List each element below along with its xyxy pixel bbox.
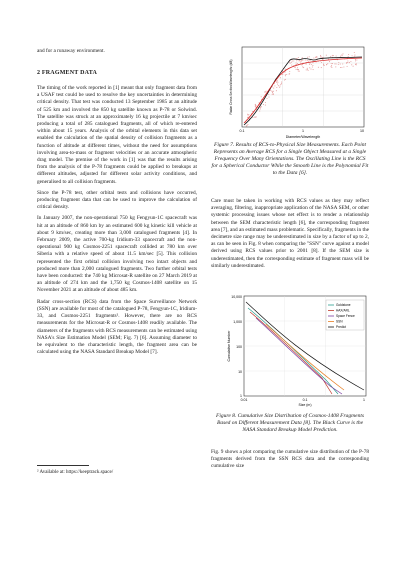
y-tick-label: 1 (240, 394, 242, 398)
data-point (285, 74, 286, 75)
data-point (272, 94, 273, 95)
data-point (266, 98, 267, 99)
data-point (318, 67, 319, 68)
data-point (292, 61, 293, 62)
y-tick-label: 1,000 (233, 320, 242, 324)
data-point (285, 71, 286, 72)
cumulative-size-chart (226, 290, 368, 408)
data-point (336, 55, 337, 56)
legend-entry: HAX/ARL (336, 308, 350, 313)
paragraph: In January 2007, the non-operational 750 kg Fengyun-1C spacecraft was hit at an altitude of 860 km by an estimated 600 kg kinetic kill vehicle at about 9 km/sec, creating more than 3,000 catalogued fragments [4]. In February 2009, the active 700-kg Iridium-33 spacecraft and the non-operational 900 kg Cosmos-2251 spacecraft collided at 780 km over Siberia with a relative speed of about 11.5 km/sec [5]. This collision represented the first orbital collision involving two intact objects and produced more than 2,000 catalogued fragments. Two further orbital tests have been conducted: the 740 kg Microsat-R satellite on 27 March 2019 at an altitude of 274 km and the 1,750 kg Cosmos-1408 satellite on 15 November 2021 at an altitude of about 485 km. (37, 215, 197, 294)
data-point (313, 69, 314, 70)
data-point (309, 64, 310, 65)
data-point (265, 105, 266, 106)
data-point (280, 85, 281, 86)
legend-entry: Predict (336, 325, 346, 330)
data-point (286, 74, 287, 75)
data-point (297, 63, 298, 64)
data-point (259, 111, 260, 112)
data-point (248, 115, 249, 116)
data-point (306, 64, 307, 65)
data-point (255, 106, 256, 107)
data-point (327, 63, 328, 64)
data-point (276, 87, 277, 88)
data-point (260, 106, 261, 107)
data-point (355, 59, 356, 60)
data-point (271, 90, 272, 91)
data-point (273, 91, 274, 92)
data-point (307, 60, 308, 61)
data-point (299, 71, 300, 72)
data-point (326, 55, 327, 56)
data-point (338, 62, 339, 63)
data-point (248, 114, 249, 115)
data-point (322, 59, 323, 60)
data-point (303, 67, 304, 68)
x-tick-label: 1 (363, 398, 365, 402)
data-point (263, 104, 264, 105)
y-axis-label: Cumulative Number (227, 330, 231, 362)
data-point (336, 63, 337, 64)
data-point (347, 66, 348, 67)
legend-entry: Space Fence (336, 314, 355, 319)
data-point (310, 69, 311, 70)
data-point (340, 56, 341, 57)
data-point (281, 74, 282, 75)
x-axis-label: Diameter/Wavelength (285, 135, 321, 139)
data-point (298, 57, 299, 58)
y-axis-label: Radar Cross Section/Wavelength² (dB) (229, 59, 233, 115)
data-point (256, 116, 257, 117)
data-point (285, 79, 286, 80)
data-point (321, 57, 322, 58)
data-point (356, 63, 357, 64)
data-point (277, 82, 278, 83)
data-point (276, 82, 277, 83)
data-point (306, 69, 307, 70)
x-tick-label: 0.01 (240, 398, 248, 402)
legend-entry: Goldstone (336, 303, 351, 308)
data-point (311, 64, 312, 65)
paragraph: The timing of the work reported in [1] meant that only fragment data from a USAF test could be used to resolve the key uncertainties in determining critical density. That test was conducted 13 September 1985 at an altitude of 525 km and involved the 850 kg satellite known as P-78 or Solwind. The satellite was struck at an approximately 16 kg projectile at 7 km/sec producing a total of 285 catalogued fragments, all of which re-entered within about 15 years. Analysis of the orbital elements in this data set enabled the calculation of the spatial density of collision fragments as a function of altitude at different times, without the need for assumptions involving area-to-mass or fragment velocities or an accurate atmospheric drag model. The premise of the work in [1] was that the results arising from the analysis of the P-78 fragments could be applied to breakups at different altitudes, adjusted for different solar activity conditions, and generalised to all collision fragments. (37, 85, 197, 185)
figure-8-caption: Figure 8. Cumulative Size Distribution of Cosmos-1408 Fragments Based on Different Measurement Data [8]. The Black Curve is the NASA Standard Breakup Model Prediction. (216, 413, 364, 433)
data-point (296, 60, 297, 61)
data-point (354, 52, 355, 53)
data-point (276, 90, 277, 91)
y-tick-label: 100 (236, 345, 242, 349)
data-point (308, 70, 309, 71)
data-point (332, 55, 333, 56)
data-point (347, 60, 348, 61)
x-axis-label: Size (m) (298, 403, 312, 407)
data-point (348, 54, 349, 55)
data-point (260, 108, 261, 109)
data-point (309, 56, 310, 57)
data-point (247, 117, 248, 118)
legend (326, 300, 364, 330)
paragraph: Fig. 9 shows a plot comparing the cumulative size distribution of the P-78 fragments derived from the SSN RCS data and the corresponding cumulative size (211, 449, 369, 470)
data-point (315, 57, 316, 58)
data-point (252, 111, 253, 112)
data-point (313, 58, 314, 59)
data-point (330, 56, 331, 57)
data-point (342, 53, 343, 54)
section-heading: 2 FRAGMENT DATA (37, 70, 97, 76)
data-point (321, 67, 322, 68)
data-point (349, 62, 350, 63)
figure-8 (226, 290, 368, 408)
data-point (356, 64, 357, 65)
data-point (354, 55, 355, 56)
x-tick-label: 10 (360, 129, 364, 133)
data-point (309, 63, 310, 64)
data-point (285, 69, 286, 70)
data-point (294, 67, 295, 68)
data-point (266, 91, 267, 92)
footnote: ² Available at: https://keeptrack.space/ (37, 470, 114, 475)
data-point (300, 61, 301, 62)
right-column-text-1 (211, 198, 369, 270)
data-point (268, 94, 269, 95)
paragraph: Since the P-78 test, other orbital tests and collisions have occurred, producing fragment data that can be used to improve the calculation of critical density. (37, 189, 197, 211)
data-point (298, 69, 299, 70)
data-point (331, 63, 332, 64)
data-point (247, 124, 248, 125)
x-tick-label: 0.1 (302, 398, 308, 402)
data-point (335, 66, 336, 67)
data-point (312, 62, 313, 63)
data-point (254, 117, 255, 118)
data-point (290, 63, 291, 64)
data-point (308, 61, 309, 62)
data-point (291, 65, 292, 66)
y-tick-label: 10,000 (231, 295, 242, 299)
data-point (293, 60, 294, 61)
data-point (281, 83, 282, 84)
data-point (265, 91, 266, 92)
figure-7-caption: Figure 7. Results of RCS-to-Physical Size Measurements. Each Point Represents an Average RCS for a Single Object Measured at a Single Frequency Over Many Orientations. The Oscillating Line is the RCS for a Spherical Conductor While the Smooth Line is the Polynomial Fit to the Data [6]. (211, 142, 369, 176)
data-point (279, 87, 280, 88)
paragraph: Radar cross-section (RCS) data from the Space Surveillance Network (SSN) are available for most of the catalogued P-78, Fengyun-1C, Iridium-33, and Cosmos-2251 fragments². However, there are no RCS measurements for the Microsat-R or Cosmos-1408 readily available. The diameters of the fragments with RCS measurements can be estimated using NASA's Size Estimation Model (SEM; Fig. 7) [6]. Assuming diameter to be equivalent to the characteristic length, the fragment area can be calculated using the NASA Standard Breakup Model [7]. (37, 298, 197, 356)
data-point (247, 114, 248, 115)
data-point (350, 61, 351, 62)
legend-entry: SSN (336, 319, 343, 324)
data-point (329, 61, 330, 62)
data-point (320, 55, 321, 56)
x-tick-label: 1 (302, 129, 304, 133)
data-point (340, 64, 341, 65)
data-point (300, 62, 301, 63)
data-point (289, 74, 290, 75)
data-point (333, 55, 334, 56)
data-point (309, 60, 310, 61)
data-point (277, 80, 278, 81)
top-text: and for a runaway environment. (37, 48, 105, 54)
data-point (346, 62, 347, 63)
data-point (297, 69, 298, 70)
figure-7 (228, 43, 368, 140)
data-point (302, 60, 303, 61)
data-point (307, 57, 308, 58)
data-point (296, 62, 297, 63)
left-column (37, 85, 197, 356)
data-point (356, 59, 357, 60)
paragraph: Care must be taken in working with RCS values as they may reflect averaging, filtering, inappropriate application of the NASA SEM, or other systemic processing issues whose net effect is to render a relationship between the SEM characteristic length [6], the corresponding fragment area [7], and an estimated mass problematic. Specifically, fragments in the decimetre size range may be underestimated in size by a factor of up to 2, as can be seen in Fig. 8 when comparing the "SSN" curve against a model derived using RCS values prior to 2001 [8]. If the SEM size is underestimated, then the corresponding estimate of fragment mass will be similarly underestimated. (211, 198, 369, 269)
data-point (297, 67, 298, 68)
data-point (274, 85, 275, 86)
data-point (309, 67, 310, 68)
data-point (342, 63, 343, 64)
data-point (270, 90, 271, 91)
data-point (307, 69, 308, 70)
data-point (273, 94, 274, 95)
data-point (334, 63, 335, 64)
data-point (341, 67, 342, 68)
data-point (355, 60, 356, 61)
data-point (332, 63, 333, 64)
data-point (278, 85, 279, 86)
data-point (331, 66, 332, 67)
data-point (295, 69, 296, 70)
data-point (331, 65, 332, 66)
data-point (338, 64, 339, 65)
data-point (341, 54, 342, 55)
data-point (291, 62, 292, 63)
data-point (281, 82, 282, 83)
y-tick-label: 10 (238, 370, 242, 374)
data-point (326, 64, 327, 65)
data-point (265, 102, 266, 103)
data-point (268, 96, 269, 97)
data-point (312, 65, 313, 66)
data-point (302, 64, 303, 65)
rcs-plot (228, 43, 368, 140)
data-point (302, 66, 303, 67)
data-point (353, 66, 354, 67)
data-point (246, 125, 247, 126)
data-point (252, 117, 253, 118)
data-point (312, 66, 313, 67)
data-point (289, 71, 290, 72)
footnote-rule (37, 465, 89, 466)
data-point (280, 77, 281, 78)
data-point (285, 75, 286, 76)
data-point (343, 66, 344, 67)
data-point (305, 60, 306, 61)
data-point (321, 62, 322, 63)
x-tick-label: 0.1 (239, 129, 245, 133)
data-point (284, 79, 285, 80)
data-point (272, 92, 273, 93)
data-point (351, 64, 352, 65)
data-point (340, 67, 341, 68)
data-point (277, 84, 278, 85)
data-point (273, 88, 274, 89)
data-point (307, 68, 308, 69)
right-column-text-2 (211, 449, 369, 471)
data-point (298, 60, 299, 61)
data-point (352, 55, 353, 56)
data-point (323, 65, 324, 66)
data-point (261, 96, 262, 97)
